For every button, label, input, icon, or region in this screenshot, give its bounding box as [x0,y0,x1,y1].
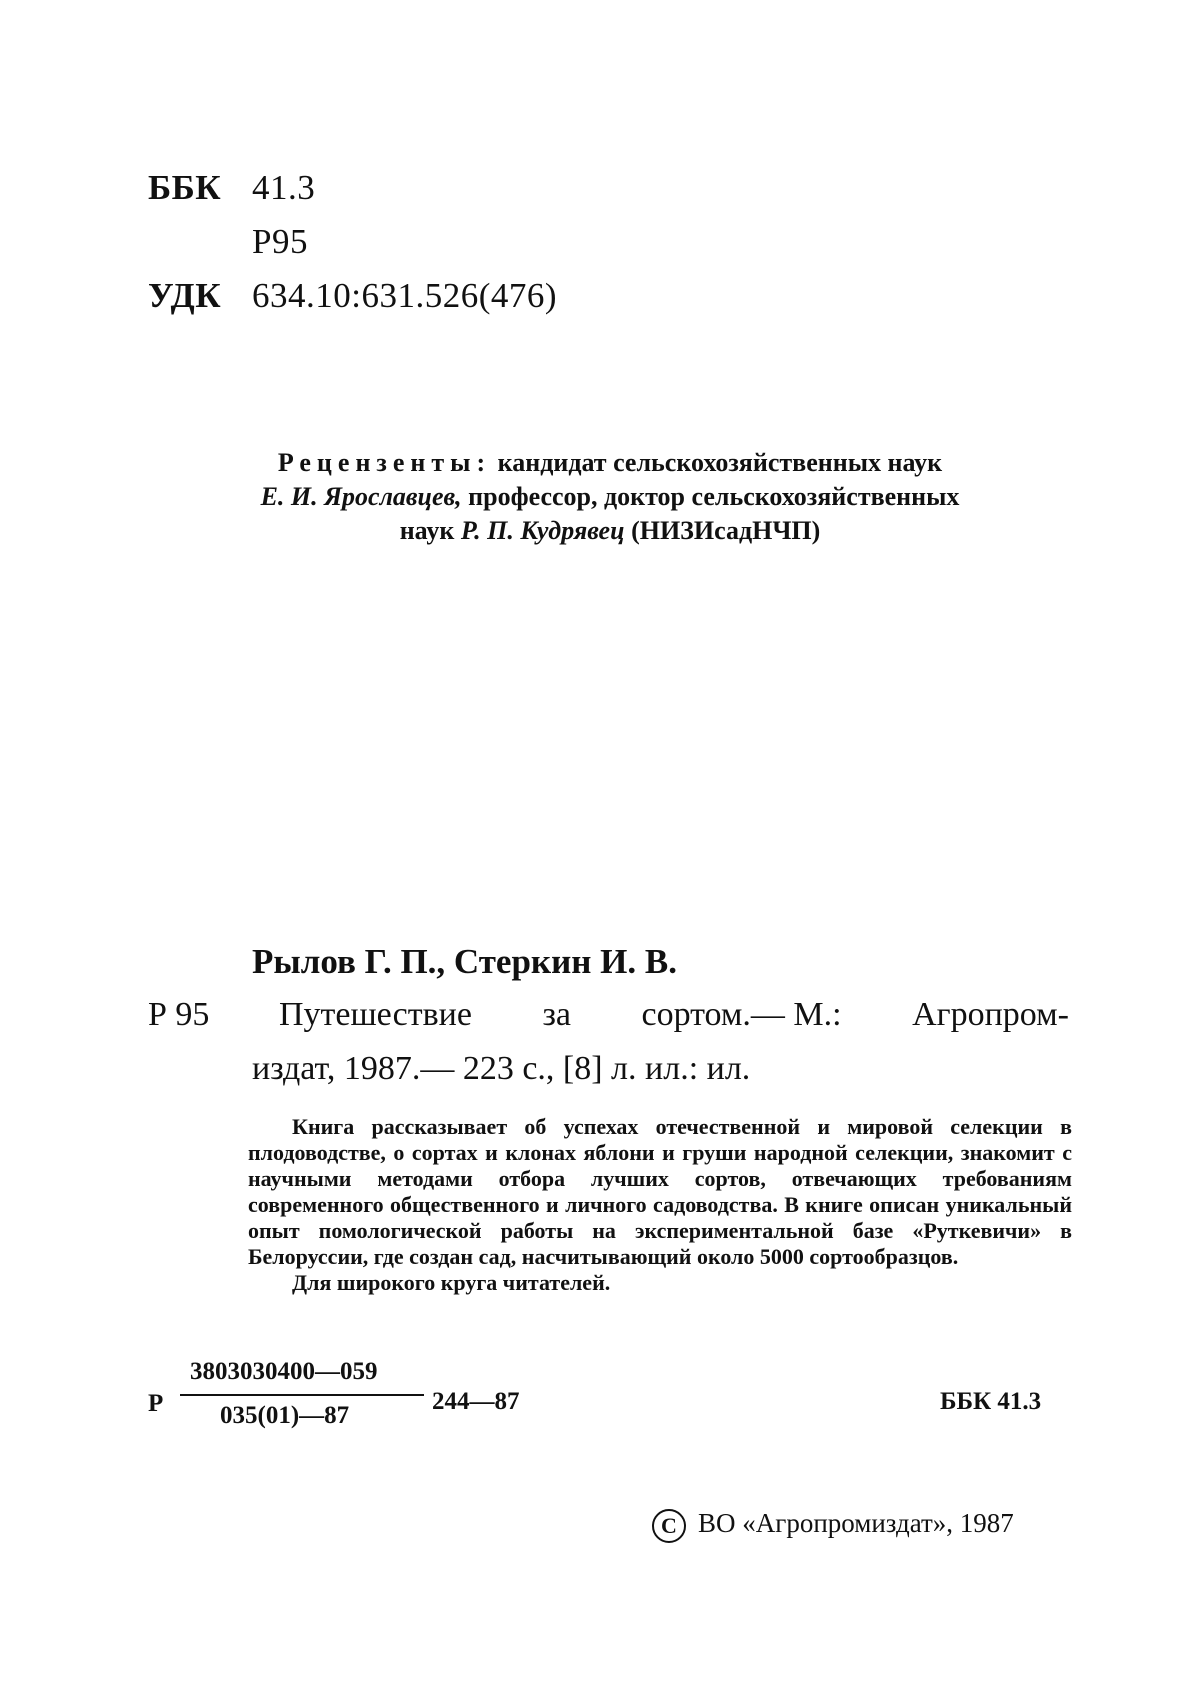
reviewers-line1-text: кандидат сельскохозяйственных наук [497,448,943,477]
reviewers-line-2 [160,480,1060,514]
author-mark-code: Р95 [252,222,308,261]
reviewers-block [160,446,1060,548]
index-bbk: ББК 41.3 [940,1388,1042,1415]
bib-publisher-line: издат, 1987.— 223 с., [8] л. ил.: ил. [252,1050,751,1087]
bib-title-word-4: Агропром- [912,996,1069,1033]
bib-title-word-3: сортом.— М.: [641,996,842,1033]
index-letter: Р [148,1390,164,1417]
annotation-paragraph-1: Книга рассказывает об успехах отечественной и мировой селекции в плодоводстве, о сортах и клонах яблони и груши народной селекции, знакомит с научными методами отбора лучших сортов, отвечающих требованиям современного общественного и личного садоводства. В книге описан уникальный опыт помологической работы на экспериментальной базе «Руткевичи» в Белоруссии, где создан сад, насчитывающий около 5000 сортообразцов. [248,1114,1072,1269]
bbk-label: ББК [148,168,222,207]
annotation-paragraph-2: Для широкого круга читателей. [292,1270,611,1295]
reviewers-label: Рецензенты: [277,448,492,477]
index-fraction-bar [180,1394,424,1396]
bbk-code-row [148,168,221,208]
bib-title-line [279,996,1069,1034]
copyright-text: ВО «Агропромиздат», 1987 [698,1508,1014,1538]
udk-code-row [148,276,221,316]
udk-label: УДК [148,276,222,315]
reviewers-line2-text: профессор, доктор сельскохозяйственных [468,482,960,511]
bib-title-word-2: за [542,996,571,1033]
reviewers-line-3 [160,514,1060,548]
reviewers-line3-suffix: (НИЗИсадНЧП) [631,516,821,545]
copyright-icon: C [652,1509,686,1543]
index-denominator: 035(01)—87 [220,1402,350,1429]
reviewer-1-name: Е. И. Ярославцев, [260,482,462,511]
annotation-block [248,1114,1072,1296]
bib-mark: Р 95 [148,996,210,1033]
reviewers-line3-prefix: наук [399,516,455,545]
copyright-line [652,1508,1014,1543]
reviewer-2-name: Р. П. Кудрявец [460,516,625,545]
udk-value: 634.10:631.526(476) [252,276,558,315]
index-suffix: 244—87 [432,1388,520,1415]
bbk-value: 41.3 [252,168,316,207]
index-numerator: 3803030400—059 [190,1358,378,1385]
bib-title-word-1: Путешествие [279,996,472,1033]
book-authors: Рылов Г. П., Стеркин И. В. [252,942,677,981]
reviewers-line-1 [160,446,1060,480]
